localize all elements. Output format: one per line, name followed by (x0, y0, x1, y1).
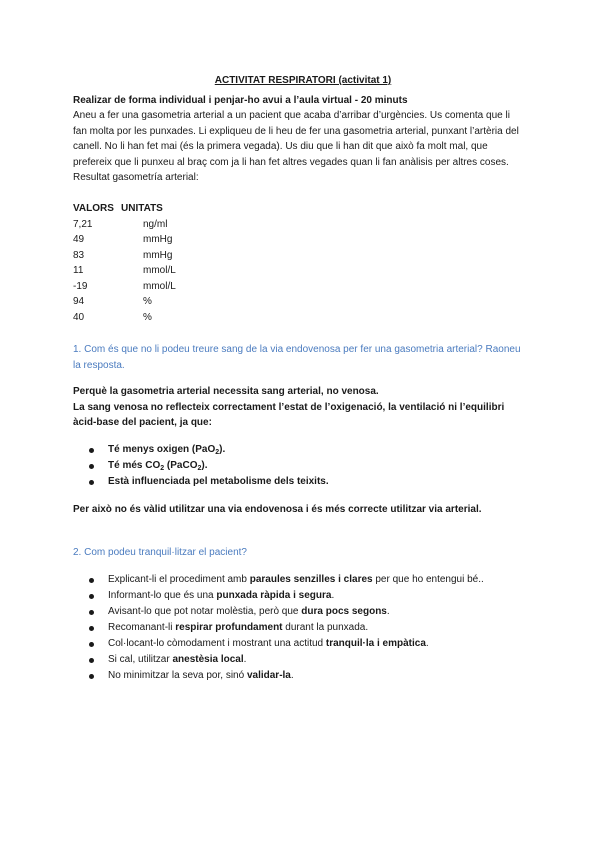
bullet-icon (89, 464, 94, 469)
list-item: Avisant-lo que pot notar molèstia, però que dura pocs segons. (73, 604, 533, 620)
value-cell: 49 (73, 234, 85, 245)
results-table-wrapper (73, 201, 533, 325)
list-item: Informant-lo que és una punxada ràpida i segura. (73, 588, 533, 604)
list-item: Té més $CO_2$ (PaCO$_2$). (73, 458, 533, 474)
list-item: Si cal, utilitzar anestèsia local. (73, 652, 533, 668)
value-cell: 11 (73, 265, 84, 276)
question-1-line: la resposta. (73, 359, 125, 371)
answer-1-line: àcid-base del pacient, ja que: (73, 417, 212, 428)
bullet-icon (89, 610, 94, 615)
unit-cell: mmHg (143, 234, 173, 245)
value-cell: -19 (73, 280, 88, 292)
bullet-icon (89, 480, 94, 485)
bullet-icon (89, 674, 94, 679)
unit-cell: ng/ml (143, 218, 168, 230)
table-row (73, 248, 181, 264)
intro-line: canell. No li han fet mai (és la primera vegada). Us diu que li han dit que això fa molt mal, que (73, 141, 488, 152)
answer-1-bullets (73, 442, 533, 490)
intro-line: fan molta por les punxades. Li expliqueu de li heu de fer una gasometria arterial, punxant l’artèria del (73, 125, 519, 137)
bullet-icon (89, 448, 94, 453)
results-table (73, 201, 181, 325)
list-item: Té menys oxigen (PaO$_2$). (73, 442, 533, 458)
unit-cell: mmHg (143, 249, 173, 261)
bullet-icon (89, 594, 94, 599)
header-unitats: UNITATS (121, 203, 163, 214)
bullet-icon (89, 658, 94, 663)
value-cell: 83 (73, 249, 85, 261)
header-valors: VALORS (73, 203, 114, 214)
question-2: 2. Com podeu tranquil·litzar el pacient? (73, 547, 247, 558)
intro-line: prefereix que li punxeu al braç com ja li han fet altres vegades quan li fan anàlisis per altres coses. (73, 156, 509, 168)
list-item: No minimitzar la seva por, sinó validar-la. (73, 668, 533, 684)
list-item: Col·locant-lo còmodament i mostrant una actitud tranquil·la i empàtica. (73, 636, 533, 652)
list-item: Recomanant-li respirar profundament durant la punxada. (73, 620, 533, 636)
intro-line: Resultat gasometría arterial: (73, 172, 199, 183)
answer-2-list (73, 572, 533, 684)
table-row (73, 310, 181, 326)
list-item: Està influenciada pel metabolisme dels teixits. (73, 474, 533, 490)
answer-1-line: La sang venosa no reflecteix correctament l’estat de l’oxigenació, la ventilació ni l’equilibri (73, 401, 505, 413)
bullet-icon (89, 626, 94, 631)
unit-cell: mmol/L (143, 280, 176, 292)
instructions: Realizar de forma individual i penjar-ho avui a l’aula virtual - 20 minuts (73, 95, 408, 106)
value-cell: 7,21 (73, 218, 93, 230)
intro-line: Aneu a fer una gasometria arterial a un pacient que acaba d’arribar d’urgències. Us comenta que li (73, 110, 510, 121)
answer-1 (73, 384, 533, 431)
bullet-icon (89, 642, 94, 647)
bullet-icon (89, 578, 94, 583)
list-item: Explicant-li el procediment amb paraules senzilles i clares per que ho entengui bé.. (73, 572, 533, 588)
intro-paragraph (73, 108, 533, 186)
table-row (73, 294, 181, 310)
answer-1-line: Perquè la gasometria arterial necessita sang arterial, no venosa. (73, 386, 379, 397)
table-row (73, 217, 181, 233)
answer-1-conclusion: Per això no és vàlid utilitzar una via endovenosa i és més correcte utilitzar via arterial. (73, 504, 482, 515)
page-title: ACTIVITAT RESPIRATORI (activitat 1) (214, 75, 392, 86)
question-1 (73, 342, 533, 373)
value-cell: 40 (73, 311, 85, 323)
table-row (73, 232, 181, 248)
unit-cell: % (143, 296, 152, 307)
unit-cell: mmol/L (143, 265, 176, 276)
table-header-row (73, 201, 181, 217)
table-row (73, 263, 181, 279)
value-cell: 94 (73, 296, 85, 307)
table-row (73, 279, 181, 295)
question-1-line: 1. Com és que no li podeu treure sang de la via endovenosa per fer una gasometria arterial? Raoneu (73, 344, 521, 355)
unit-cell: % (143, 311, 152, 323)
